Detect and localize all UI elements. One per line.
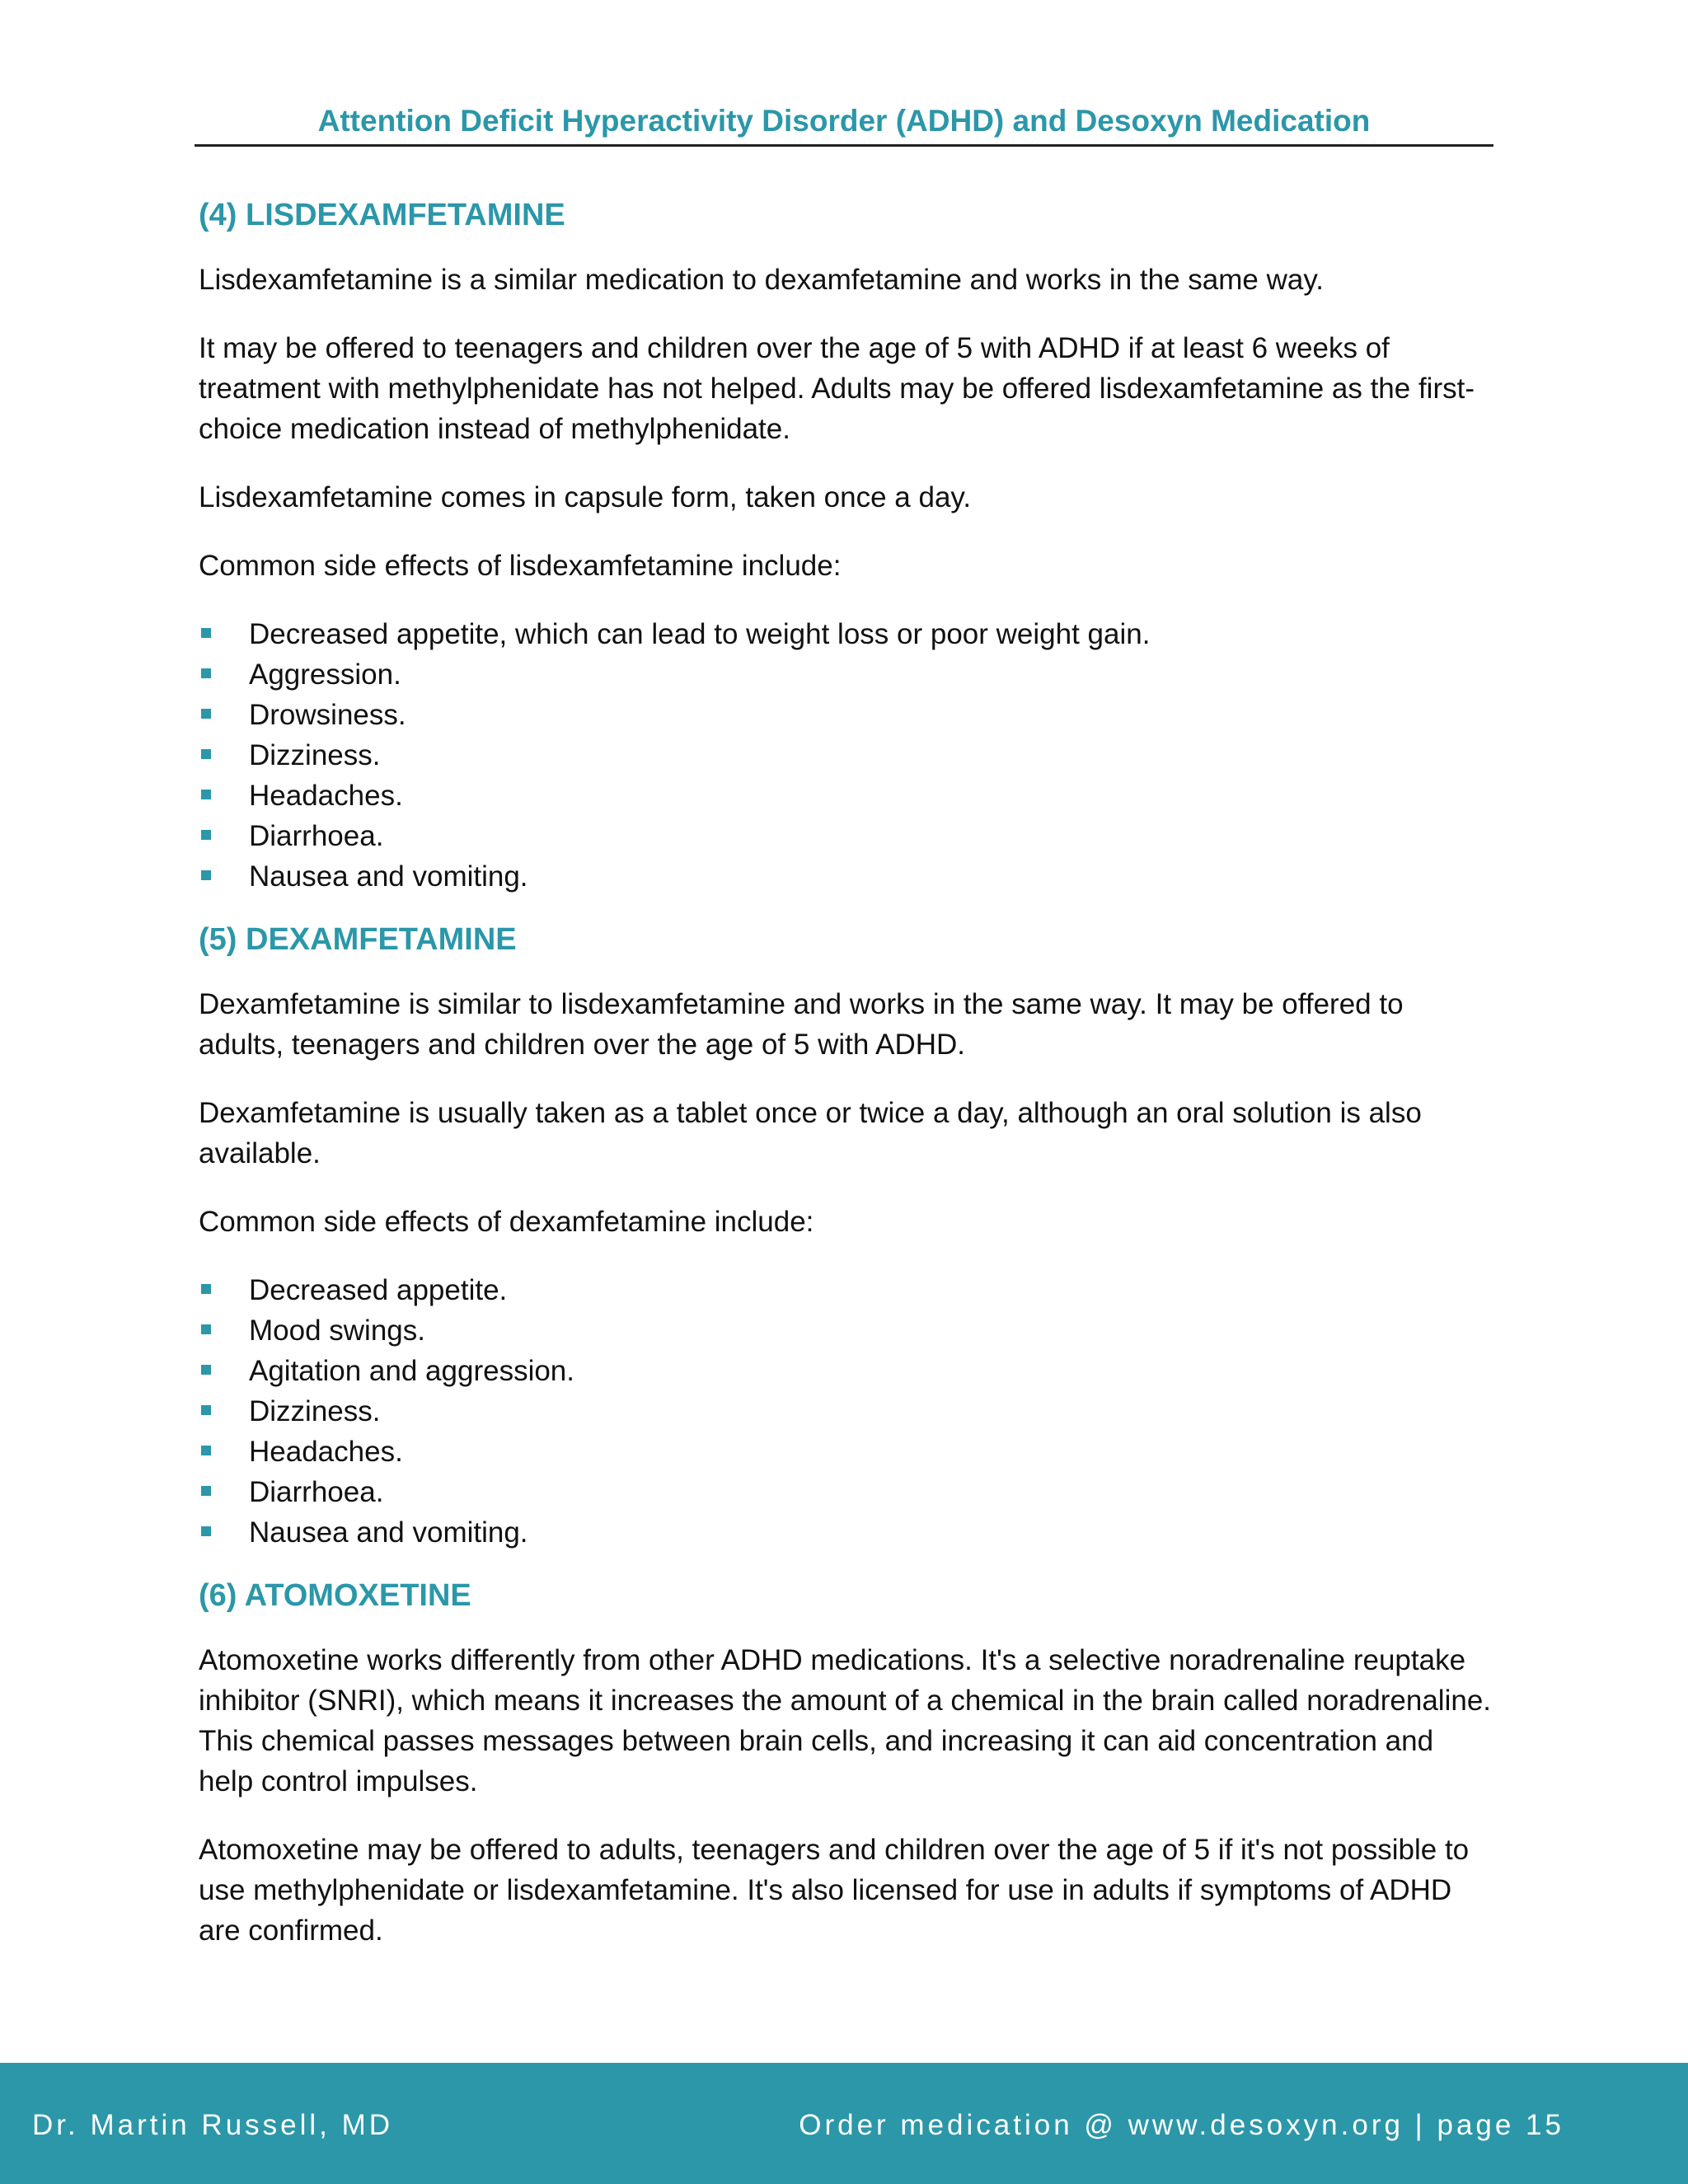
list-item: [199, 735, 1493, 776]
square-bullet-icon: [201, 1446, 211, 1455]
list-item-text: Agitation and aggression.: [249, 1355, 574, 1387]
square-bullet-icon: [201, 668, 211, 678]
list-item-text: Headaches.: [249, 1436, 403, 1468]
section-heading: (4) LISDEXAMFETAMINE: [199, 198, 565, 232]
list-item: [199, 695, 1493, 735]
square-bullet-icon: [201, 1324, 211, 1334]
list-item-text: Headaches.: [249, 780, 403, 812]
square-bullet-icon: [201, 830, 211, 840]
list-item-text: Decreased appetite.: [249, 1274, 508, 1306]
side-effects-list: [199, 614, 1493, 897]
paragraph: Atomoxetine may be offered to adults, teenagers and children over the age of 5 if it's not possible to use methylphenidate or lisdexamfetamine. It's also licensed for use in adults if symptoms of ADHD are confirmed.: [199, 1834, 1470, 1947]
list-item-text: Decreased appetite, which can lead to weight loss or poor weight gain.: [249, 618, 1151, 650]
document-header-title: Attention Deficit Hyperactivity Disorder (ADHD) and Desoxyn Medication: [317, 104, 1371, 138]
list-item: [199, 816, 1493, 856]
list-item: [199, 1270, 1493, 1310]
list-item-text: Diarrhoea.: [249, 820, 384, 852]
square-bullet-icon: [201, 870, 211, 880]
section-heading: (5) DEXAMFETAMINE: [199, 922, 517, 957]
square-bullet-icon: [201, 1526, 211, 1536]
page-content: [199, 194, 1493, 1979]
side-effects-list: [199, 1270, 1493, 1553]
square-bullet-icon: [201, 1405, 211, 1415]
list-item-text: Dizziness.: [249, 739, 381, 771]
list-item-text: Mood swings.: [249, 1315, 425, 1347]
paragraph: Lisdexamfetamine comes in capsule form, taken once a day.: [199, 481, 972, 513]
list-item: [199, 1391, 1493, 1432]
list-item-text: Nausea and vomiting.: [249, 1516, 528, 1549]
section-lisdexamfetamine: [199, 194, 1493, 897]
square-bullet-icon: [201, 790, 211, 799]
square-bullet-icon: [201, 1365, 211, 1375]
footer-author: Dr. Martin Russell, MD: [32, 2109, 394, 2141]
square-bullet-icon: [201, 709, 211, 719]
paragraph: Dexamfetamine is similar to lisdexamfetamine and works in the same way. It may be offered to adults, teenagers and children over the age of 5 with ADHD.: [199, 988, 1404, 1061]
page-footer: [0, 2063, 1688, 2184]
list-item: [199, 1432, 1493, 1472]
list-item: [199, 776, 1493, 816]
list-item: [199, 1512, 1493, 1553]
paragraph: Lisdexamfetamine is a similar medication to dexamfetamine and works in the same way.: [199, 264, 1324, 296]
square-bullet-icon: [201, 749, 211, 759]
footer-order-link[interactable]: Order medication @ www.desoxyn.org | page 15: [799, 2109, 1564, 2141]
list-item: [199, 1472, 1493, 1512]
section-dexamfetamine: [199, 918, 1493, 1553]
section-heading: (6) ATOMOXETINE: [199, 1578, 471, 1613]
list-item-text: Nausea and vomiting.: [249, 860, 528, 893]
paragraph: It may be offered to teenagers and children over the age of 5 with ADHD if at least 6 weeks of treatment with methylphenidate has not helped. Adults may be offered lisdexamfetamine as the first-choice medication instead of methylphenidate.: [199, 332, 1475, 445]
paragraph: Atomoxetine works differently from other ADHD medications. It's a selective noradrenaline reuptake inhibitor (SNRI), which means it increases the amount of a chemical in the brain called noradrenaline. This chemical passes messages between brain cells, and increasing it can aid concentration and help control impulses.: [199, 1644, 1492, 1797]
section-atomoxetine: [199, 1574, 1493, 1951]
header-divider: [195, 144, 1493, 147]
list-item: [199, 1310, 1493, 1351]
square-bullet-icon: [201, 1284, 211, 1294]
paragraph: Common side effects of lisdexamfetamine include:: [199, 550, 842, 582]
list-item-text: Diarrhoea.: [249, 1476, 384, 1508]
paragraph: Dexamfetamine is usually taken as a tablet once or twice a day, although an oral solution is also available.: [199, 1097, 1422, 1169]
paragraph: Common side effects of dexamfetamine include:: [199, 1206, 814, 1238]
list-item-text: Aggression.: [249, 658, 401, 691]
list-item: [199, 856, 1493, 897]
list-item-text: Dizziness.: [249, 1395, 381, 1427]
list-item: [199, 1351, 1493, 1391]
list-item-text: Drowsiness.: [249, 699, 406, 731]
square-bullet-icon: [201, 1486, 211, 1496]
square-bullet-icon: [201, 628, 211, 638]
list-item: [199, 654, 1493, 695]
list-item: [199, 614, 1493, 654]
